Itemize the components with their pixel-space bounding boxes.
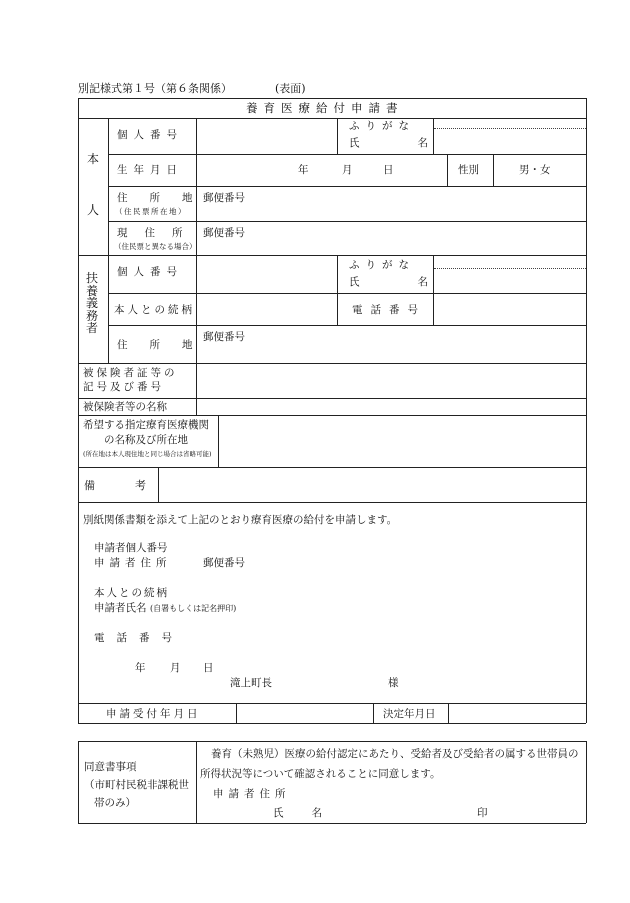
fuyo-name-field[interactable] xyxy=(434,256,585,292)
honnin-address-sub: （住民票所在地） xyxy=(115,207,187,216)
fuyo-label: 扶養義務者 xyxy=(86,271,99,335)
honnin-address-label: 住所地 xyxy=(117,192,215,204)
consent-name-label: 氏名 xyxy=(273,807,350,819)
fuyo-furigana-label: ふりがな xyxy=(349,259,415,271)
honnin-current-address-sub: （住民票と異なる場合） xyxy=(114,242,197,251)
declaration-text: 別紙関係書類を添えて上記のとおり療育医療の給付を申請します。 xyxy=(83,514,398,526)
fuyo-address-label: 住所地 xyxy=(117,339,215,351)
applicant-address-field[interactable] xyxy=(255,555,575,571)
honnin-shimei-label: 氏名 xyxy=(349,137,486,149)
form-side-label: (表面) xyxy=(275,82,306,95)
consent-label-1: 同意書事項 xyxy=(84,761,137,773)
consent-label-3: 帯のみ） xyxy=(94,797,136,809)
honnin-label-bottom: 人 xyxy=(87,203,100,217)
applicant-kojin-bango-label: 申請者個人番号 xyxy=(94,542,168,554)
applicant-name-label: 申請者氏名 xyxy=(94,602,147,614)
fuyo-kojin-bango-label: 個人番号 xyxy=(117,266,183,278)
birth-year-label: 年 xyxy=(298,164,309,176)
kibou-label-3: (所在地は本人現住地と同じ場合は省略可能) xyxy=(83,450,212,458)
fuyo-relationship-field[interactable] xyxy=(197,294,337,325)
uketsuke-field[interactable] xyxy=(237,704,373,722)
honnin-name-field[interactable] xyxy=(434,119,585,153)
seibetsu-label: 性別 xyxy=(458,164,479,176)
hihoken-label-1: 被保険者証等の xyxy=(83,367,178,379)
honnin-current-address-field[interactable] xyxy=(197,222,585,254)
sex-options[interactable]: 男・女 xyxy=(519,164,551,176)
decl-month-label: 月 xyxy=(170,662,181,674)
kibou-label-2: の名称及び所在地 xyxy=(104,434,188,446)
consent-text-2: 所得状況等について確認されることに同意します。 xyxy=(200,768,441,780)
birth-day-label: 日 xyxy=(383,164,394,176)
honnin-address-field[interactable] xyxy=(197,187,585,220)
decl-year-label: 年 xyxy=(135,662,146,674)
fuyo-phone-field[interactable] xyxy=(434,294,585,325)
applicant-name-field[interactable] xyxy=(250,598,570,616)
fuyo-postal-label: 郵便番号 xyxy=(203,331,245,343)
applicant-address-label: 申請者住所 xyxy=(94,557,172,569)
kettei-label: 決定年月日 xyxy=(383,708,436,720)
biko-field[interactable] xyxy=(159,468,585,501)
kibou-field[interactable] xyxy=(219,416,585,466)
honnin-kojin-bango-field[interactable] xyxy=(197,119,337,153)
fuyo-relationship-label: 本人との続柄 xyxy=(114,304,195,316)
seal-mark: 印 xyxy=(477,807,488,819)
honnin-current-address-label: 現住所 xyxy=(117,227,200,239)
applicant-name-note: (自署もしくは記名押印) xyxy=(150,604,237,613)
fuyo-shimei-label: 氏名 xyxy=(349,276,486,288)
hihoken-label-2: 記号及び番号 xyxy=(83,381,164,393)
consent-address-field[interactable] xyxy=(320,785,580,801)
kibou-label-1: 希望する指定療育医療機関 xyxy=(83,419,209,431)
fuyo-address-field[interactable] xyxy=(197,326,585,362)
applicant-postal-label: 郵便番号 xyxy=(203,557,245,569)
honnin-birthdate-field[interactable] xyxy=(197,155,447,186)
hihoken-number-field[interactable] xyxy=(197,364,585,398)
hihoken-meisho-field[interactable] xyxy=(197,399,585,415)
hihoken-meisho-label: 被保険者等の名称 xyxy=(83,401,167,413)
applicant-relationship-label: 本人との続柄 xyxy=(94,587,169,599)
honnin-birthdate-label: 生年月日 xyxy=(117,164,183,176)
biko-label: 備考 xyxy=(84,479,186,492)
honnin-postal2-label: 郵便番号 xyxy=(203,227,245,239)
applicant-phone-field[interactable] xyxy=(200,628,500,646)
consent-text-1: 養育（未熟児）医療の給付認定にあたり、受給者及び受給者の属する世帯員の xyxy=(211,748,579,760)
honnin-furigana-label: ふりがな xyxy=(349,120,415,132)
sama-label: 様 xyxy=(388,677,399,689)
form-title: 養育医療給付申請書 xyxy=(246,101,404,115)
form-number: 別記様式第１号（第６条関係） xyxy=(78,82,232,95)
honnin-label-top: 本 xyxy=(87,152,100,166)
consent-address-label: 申請者住所 xyxy=(213,788,291,800)
applicant-phone-label: 電話番号 xyxy=(94,632,184,644)
kettei-field[interactable] xyxy=(449,704,585,722)
fuyo-phone-label: 電話番号 xyxy=(352,304,426,316)
consent-label-2: （市町村民税非課税世 xyxy=(84,779,189,791)
honnin-postal1-label: 郵便番号 xyxy=(203,192,245,204)
fuyo-kojin-bango-field[interactable] xyxy=(197,256,337,292)
uketsuke-label: 申請受付年月日 xyxy=(106,708,201,720)
decl-day-label: 日 xyxy=(203,662,214,674)
consent-name-field[interactable] xyxy=(330,804,470,820)
honnin-kojin-bango-label: 個人番号 xyxy=(117,129,183,141)
birth-month-label: 月 xyxy=(342,164,353,176)
addressee-label: 滝上町長 xyxy=(230,677,272,689)
